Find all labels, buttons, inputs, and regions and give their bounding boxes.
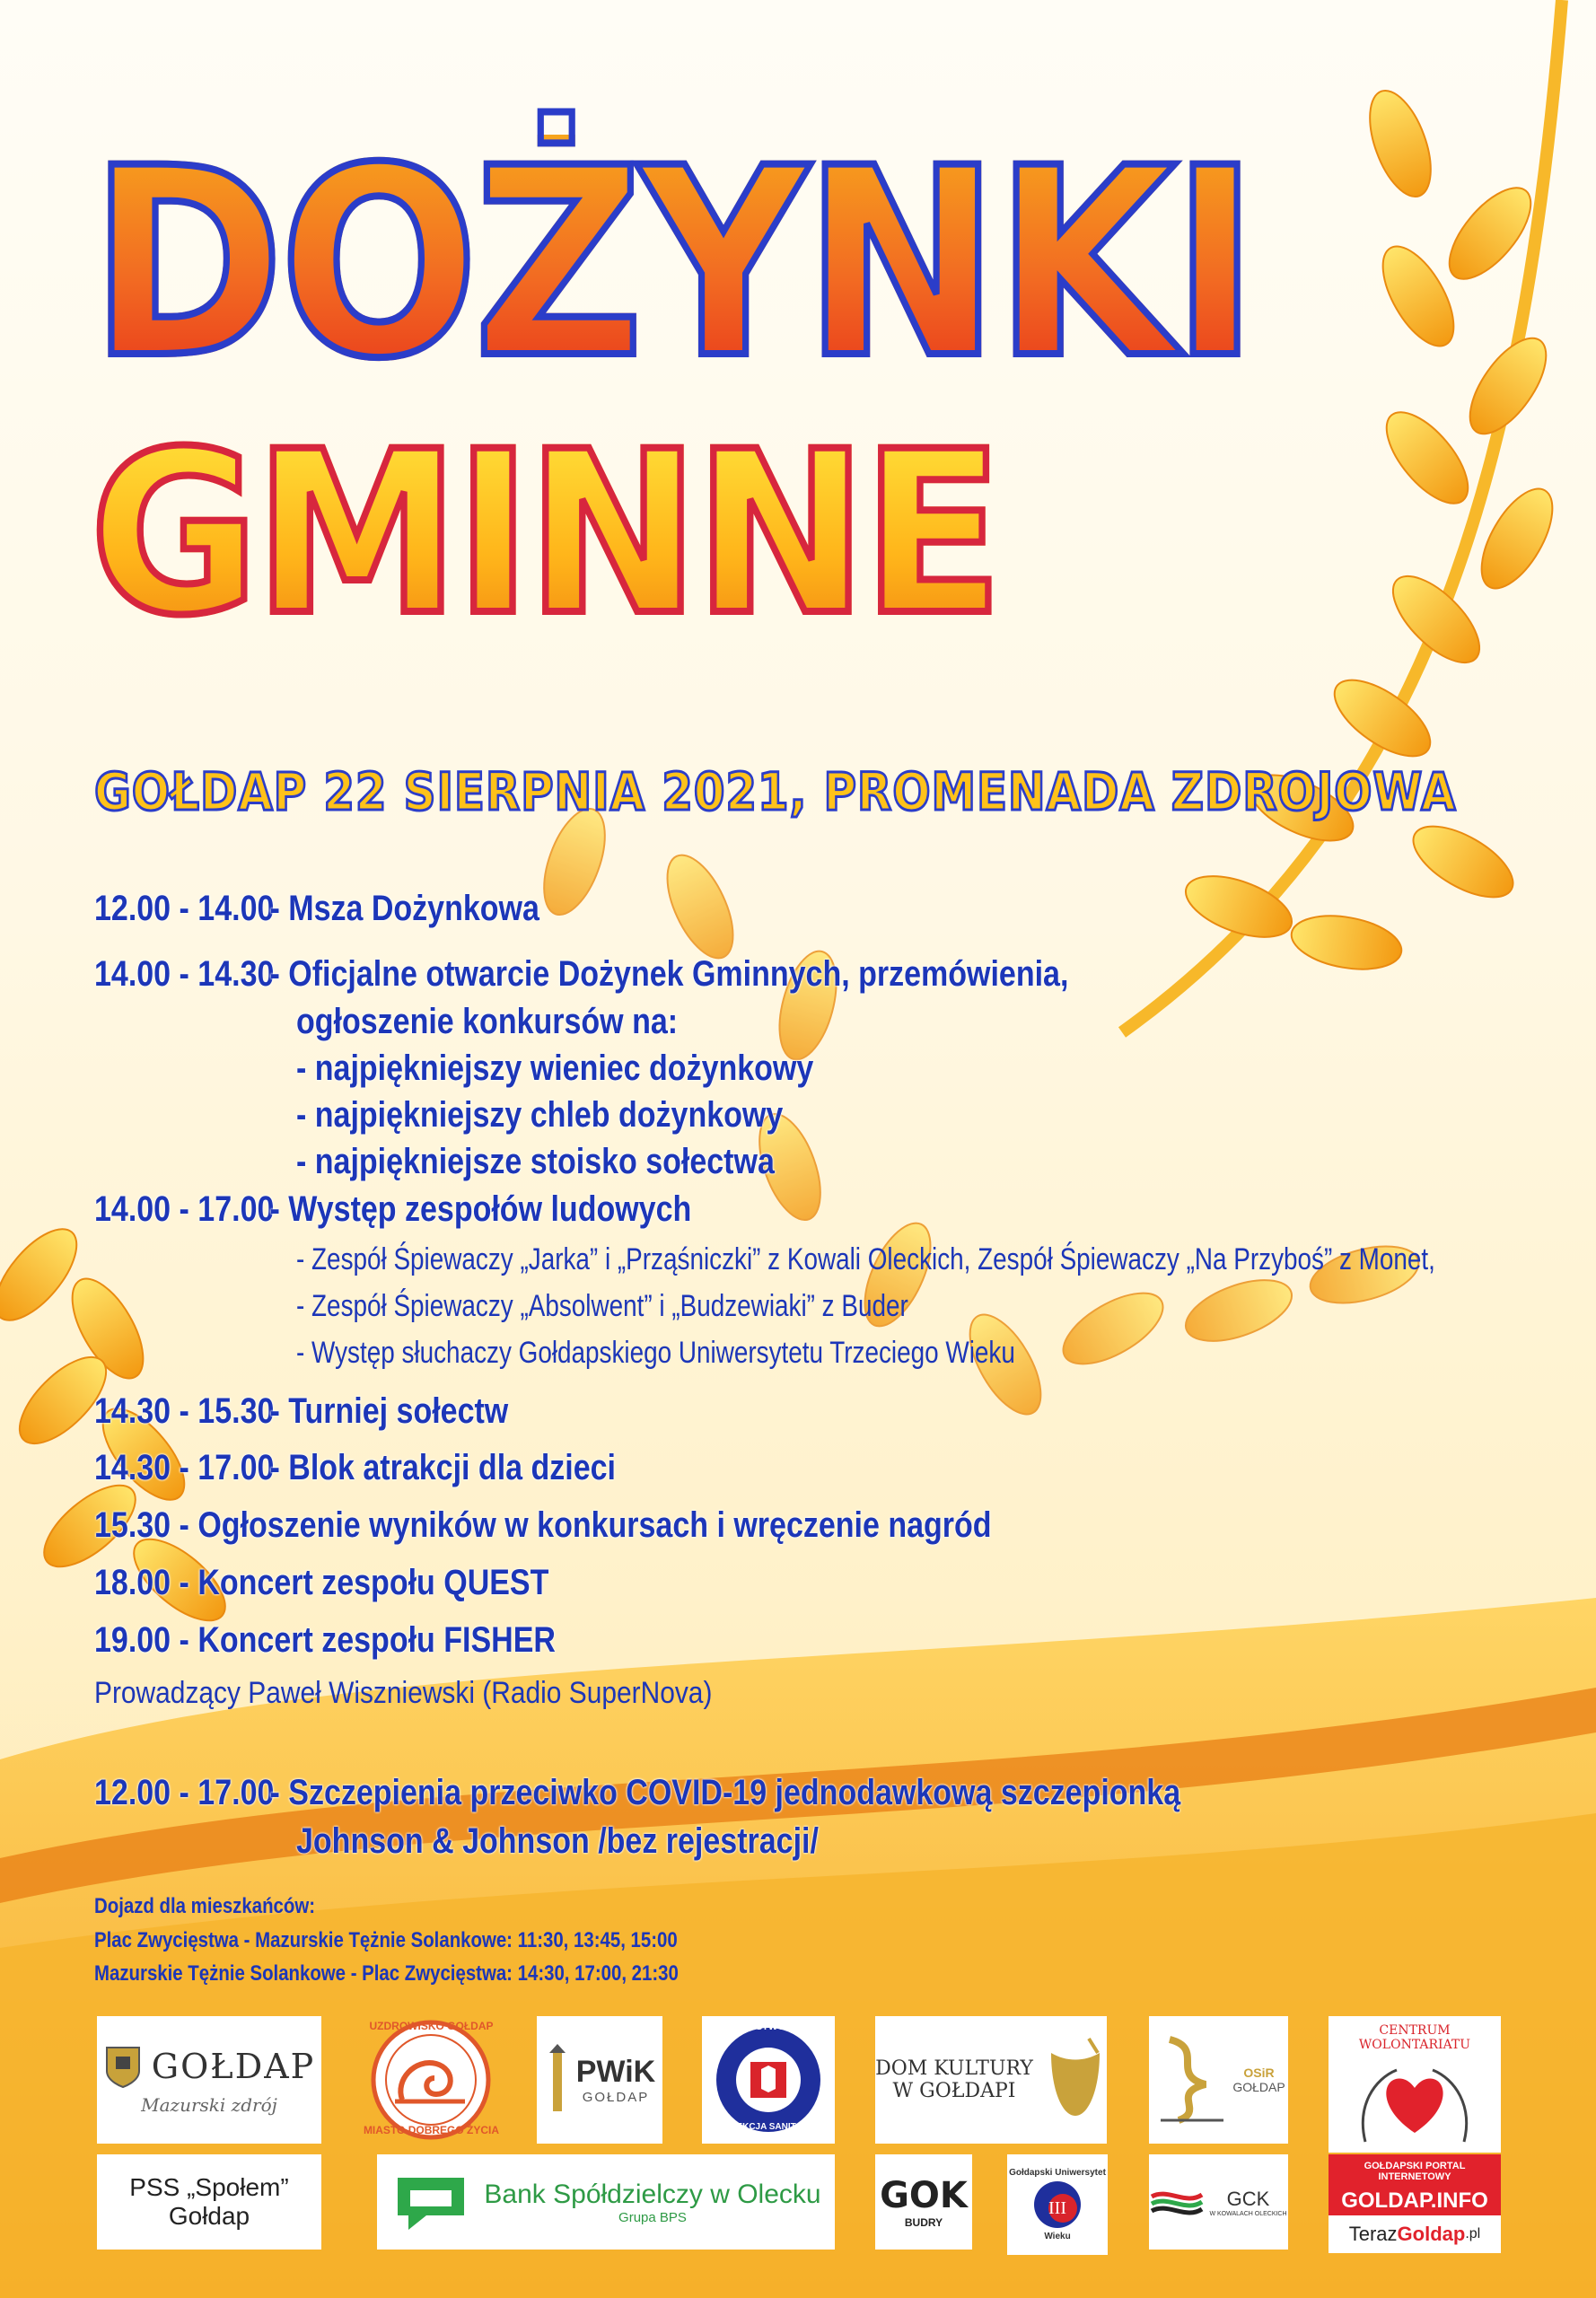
speech-bubble-icon xyxy=(390,2171,471,2233)
utw-emblem-icon xyxy=(1030,2178,1084,2232)
utw-text: Gołdapski Uniwersytet xyxy=(1009,2168,1106,2178)
schedule-time: 14.00 - 14.30 xyxy=(94,954,275,994)
teraz-goldap: Goldap xyxy=(1397,2223,1466,2245)
performer-item: - Zespół Śpiewaczy „Jarka” i „Prząśniczki” z Kowali Oleckich, Zespół Śpiewaczy „Na Przyboś” z Monet, xyxy=(296,1242,1435,1276)
gck-sub: W KOWALACH OLECKICH xyxy=(1209,2210,1287,2217)
osir-sub: GOŁDAP xyxy=(1232,2080,1285,2094)
pwik-name: PWiK xyxy=(575,2055,656,2089)
dom-kultury-line2: W GOŁDAPI xyxy=(892,2080,1016,2102)
goldap-tagline: Mazurski zdrój xyxy=(141,2094,277,2116)
transport-line: Plac Zwycięstwa - Mazurskie Tężnie Solankowe: 11:30, 13:45, 15:00 xyxy=(94,1928,678,1952)
bank-group: Grupa BPS xyxy=(618,2209,687,2225)
bank-logo xyxy=(377,2154,835,2250)
schedule-item xyxy=(94,1448,616,1488)
schedule-time: 12.00 - 14.00 xyxy=(94,889,275,928)
title-line-1: DOŻYNKI xyxy=(90,113,1254,416)
sanepid-emblem-icon xyxy=(713,2024,824,2136)
schedule-time: 18.00 xyxy=(94,1563,171,1602)
schedule-item xyxy=(94,1620,556,1661)
schedule-time: 12.00 - 17.00 xyxy=(94,1773,275,1812)
osir-name: OSiR xyxy=(1243,2066,1275,2080)
schedule-time: 14.00 - 17.00 xyxy=(94,1189,275,1229)
pss-line2: Gołdap xyxy=(168,2202,250,2230)
schedule-text: - Oficjalne otwarcie Dożynek Gminnych, przemówienia, xyxy=(269,954,1069,994)
vaccination-continuation: Johnson & Johnson /bez rejestracji/ xyxy=(296,1821,819,1861)
pss-line1: PSS „Społem” xyxy=(129,2173,289,2201)
portal-banner xyxy=(1329,2154,1501,2188)
sanepid-ring-bottom: INSPEKCJA SANITARNA xyxy=(715,2122,821,2132)
pss-logo xyxy=(97,2154,321,2250)
schedule-text: - Turniej sołectw xyxy=(269,1391,509,1431)
teraz-goldap-logo xyxy=(1329,2215,1501,2253)
event-date-location: GOŁDAP 22 SIERPNIA 2021, PROMENADA ZDROJOWA xyxy=(94,761,1457,822)
schedule-item xyxy=(94,954,1068,995)
theatre-mask-icon xyxy=(1044,2035,1107,2125)
gck-logo xyxy=(1149,2154,1288,2250)
teraz-domain: .pl xyxy=(1465,2226,1481,2241)
tower-icon xyxy=(544,2044,571,2116)
contest-item: - najpiękniejsze stoisko sołectwa xyxy=(296,1142,775,1181)
sanepid-ring-top: PAŃSTWOWA xyxy=(735,2022,802,2032)
osir-wave-icon xyxy=(1152,2030,1232,2129)
uzdrowisko-top-text: UZDROWISKO GOŁDAP xyxy=(369,2020,494,2032)
schedule-time: 15.30 xyxy=(94,1505,171,1545)
schedule-text: - Szczepienia przeciwko COVID-19 jednodawkową szczepionką xyxy=(269,1773,1181,1812)
goldap-info-site: GOLDAP.INFO xyxy=(1341,2188,1488,2213)
utw-logo xyxy=(1007,2154,1108,2255)
performer-item: - Występ słuchaczy Gołdapskiego Uniwersytetu Trzeciego Wieku xyxy=(296,1336,1015,1370)
schedule-item xyxy=(94,1505,992,1546)
gok-sub: BUDRY xyxy=(904,2216,943,2229)
schedule-text: - Blok atrakcji dla dzieci xyxy=(269,1448,616,1487)
goldap-crest-icon xyxy=(103,2044,143,2089)
schedule-text: - Koncert zespołu QUEST xyxy=(179,1563,549,1602)
portal-label: GOŁDAPSKI PORTAL INTERNETOWY xyxy=(1364,2161,1466,2182)
goldap-logo xyxy=(97,2016,321,2144)
dom-kultury-logo xyxy=(875,2016,1107,2144)
contest-item: - najpiękniejszy chleb dożynkowy xyxy=(296,1095,784,1135)
transport-heading: Dojazd dla mieszkańców: xyxy=(94,1894,315,1918)
schedule-item xyxy=(94,1563,548,1603)
schedule-text: - Występ zespołów ludowych xyxy=(269,1189,692,1229)
host-info: Prowadzący Paweł Wiszniewski (Radio SuperNova) xyxy=(94,1676,713,1710)
transport-line: Mazurskie Tężnie Solankowe - Plac Zwycięstwa: 14:30, 17:00, 21:30 xyxy=(94,1961,679,1986)
wolontariat-logo xyxy=(1329,2016,1501,2153)
uzdrowisko-bottom-text: MIASTO DOBREGO ŻYCIA xyxy=(363,2124,500,2136)
pwik-logo xyxy=(537,2016,662,2144)
schedule-text: - Msza Dożynkowa xyxy=(269,889,539,928)
schedule-item xyxy=(94,1189,691,1230)
osir-logo xyxy=(1149,2016,1288,2144)
schedule-text: - Koncert zespołu FISHER xyxy=(179,1620,556,1660)
pwik-sub: GOŁDAP xyxy=(582,2090,650,2105)
gck-name: GCK xyxy=(1226,2187,1270,2210)
goldap-name: GOŁDAP xyxy=(151,2047,316,2086)
dom-kultury-line1: DOM KULTURY xyxy=(875,2057,1033,2080)
schedule-time: 14.30 - 15.30 xyxy=(94,1391,275,1431)
performer-item: - Zespół Śpiewaczy „Absolwent” i „Budzewiaki” z Buder xyxy=(296,1289,908,1323)
svg-text:III: III xyxy=(1048,2198,1066,2218)
contest-item: - najpiękniejszy wieniec dożynkowy xyxy=(296,1048,814,1088)
gok-name: GOK xyxy=(880,2175,968,2216)
vaccination-item xyxy=(94,1773,1180,1813)
schedule-item xyxy=(94,889,539,929)
goldap-info-banner xyxy=(1329,2187,1501,2215)
schedule-item xyxy=(94,1391,508,1432)
schedule-text: - Ogłoszenie wyników w konkursach i wręczenie nagród xyxy=(179,1505,992,1545)
bank-name: Bank Spółdzielczy w Olecku xyxy=(484,2179,821,2209)
gok-logo xyxy=(875,2154,972,2250)
title-line-2: GMINNE xyxy=(90,403,999,664)
teraz-label: Teraz xyxy=(1348,2223,1398,2245)
wolontariat-title: CENTRUM WOLONTARIATU xyxy=(1358,2023,1471,2052)
utw-sub: Wieku xyxy=(1044,2232,1071,2241)
gck-stripes-icon xyxy=(1150,2184,1204,2220)
heart-hands-icon xyxy=(1347,2052,1482,2151)
schedule-time: 19.00 xyxy=(94,1620,171,1660)
schedule-time: 14.30 - 17.00 xyxy=(94,1448,275,1487)
schedule-continuation: ogłoszenie konkursów na: xyxy=(296,1002,679,1041)
